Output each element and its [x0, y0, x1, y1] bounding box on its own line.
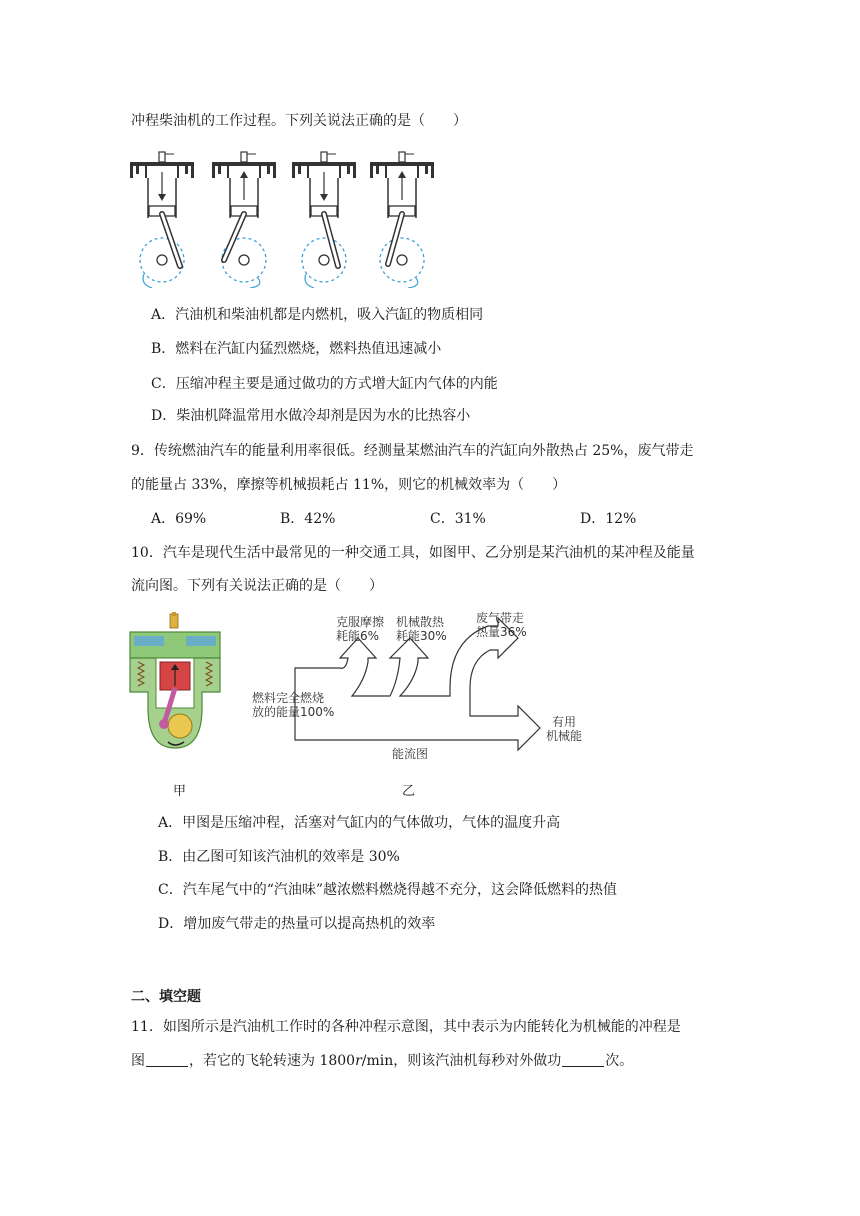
flow-heat-line2: 耗能30%: [396, 629, 447, 643]
q11-text-r: r: [355, 1053, 362, 1069]
flow-friction-line1: 克服摩擦: [336, 615, 385, 629]
q11-stem-line1: 11．如图所示是汽油机工作时的各种冲程示意图，其中表示为内能转化为机械能的冲程是: [131, 1019, 681, 1035]
q10-stem-line2: 流向图。下列有关说法正确的是（ ）: [131, 578, 383, 594]
four-stroke-diagrams: [128, 148, 448, 288]
q8-option-c: C．压缩冲程主要是通过做功的方式增大缸内气体的内能: [151, 376, 498, 392]
flow-exhaust-line1: 废气带走: [476, 611, 525, 625]
figure-yi-caption: 乙: [402, 784, 416, 799]
q11-blank-1[interactable]: [146, 1052, 188, 1067]
q9-option-a: A．69%: [151, 511, 207, 527]
q11-text-d: 次。: [605, 1053, 634, 1069]
flow-exhaust-line2: 热量36%: [476, 625, 527, 639]
q9-option-c: C．31%: [430, 511, 486, 527]
figure-jia-caption: 甲: [173, 784, 187, 799]
flow-useful-line1: 有用: [552, 715, 577, 729]
q9-option-d: D．12%: [580, 511, 637, 527]
q8-option-a: A．汽油机和柴油机都是内燃机，吸入汽缸的物质相同: [151, 307, 484, 323]
section-heading-fill-blank: 二、填空题: [131, 989, 201, 1005]
flow-input-line2: 放的能量100%: [252, 705, 335, 719]
q11-text-a: 图: [131, 1053, 145, 1069]
q8-option-d: D．柴油机降温常用水做冷却剂是因为水的比热容小: [151, 408, 471, 424]
q10-stem-line1: 10．汽车是现代生活中最常见的一种交通工具，如图甲、乙分别是某汽油机的某冲程及能量: [131, 545, 695, 561]
q8-stem-tail: 冲程柴油机的工作过程。下列关说法正确的是（ ）: [131, 113, 467, 129]
flow-heat-line1: 机械散热: [396, 615, 445, 629]
flow-title: 能流图: [392, 747, 429, 761]
q11-text-c: /min，则该汽油机每秒对外做功: [361, 1053, 562, 1069]
q11-stem-line2: [131, 1050, 633, 1070]
q11-text-b: ，若它的飞轮转速为 1800: [189, 1053, 356, 1069]
q11-blank-2[interactable]: [562, 1052, 604, 1067]
energy-flow-diagram: [240, 600, 610, 770]
q9-stem-line1: 9．传统燃油汽车的能量利用率很低。经测量某燃油汽车的汽缸向外散热占 25%，废气带走: [131, 443, 694, 459]
q9-stem-line2: 的能量占 33%，摩擦等机械损耗占 11%，则它的机械效率为（ ）: [131, 477, 567, 493]
q9-option-b: B．42%: [280, 511, 336, 527]
q10-option-d: D．增加废气带走的热量可以提高热机的效率: [158, 916, 436, 932]
q10-option-a: A．甲图是压缩冲程，活塞对气缸内的气体做功，气体的温度升高: [158, 815, 561, 831]
flow-input-line1: 燃料完全燃烧: [252, 691, 325, 705]
q10-option-b: B．由乙图可知该汽油机的效率是 30%: [158, 849, 400, 865]
q8-option-b: B．燃料在汽缸内猛烈燃烧，燃料热值迅速减小: [151, 341, 442, 357]
engine-cutaway-figure: [124, 612, 234, 772]
q10-option-c: C．汽车尾气中的“汽油味”越浓燃料燃烧得越不充分，这会降低燃料的热值: [158, 882, 618, 898]
flow-friction-line2: 耗能6%: [336, 629, 380, 643]
flow-useful-line2: 机械能: [546, 729, 583, 743]
